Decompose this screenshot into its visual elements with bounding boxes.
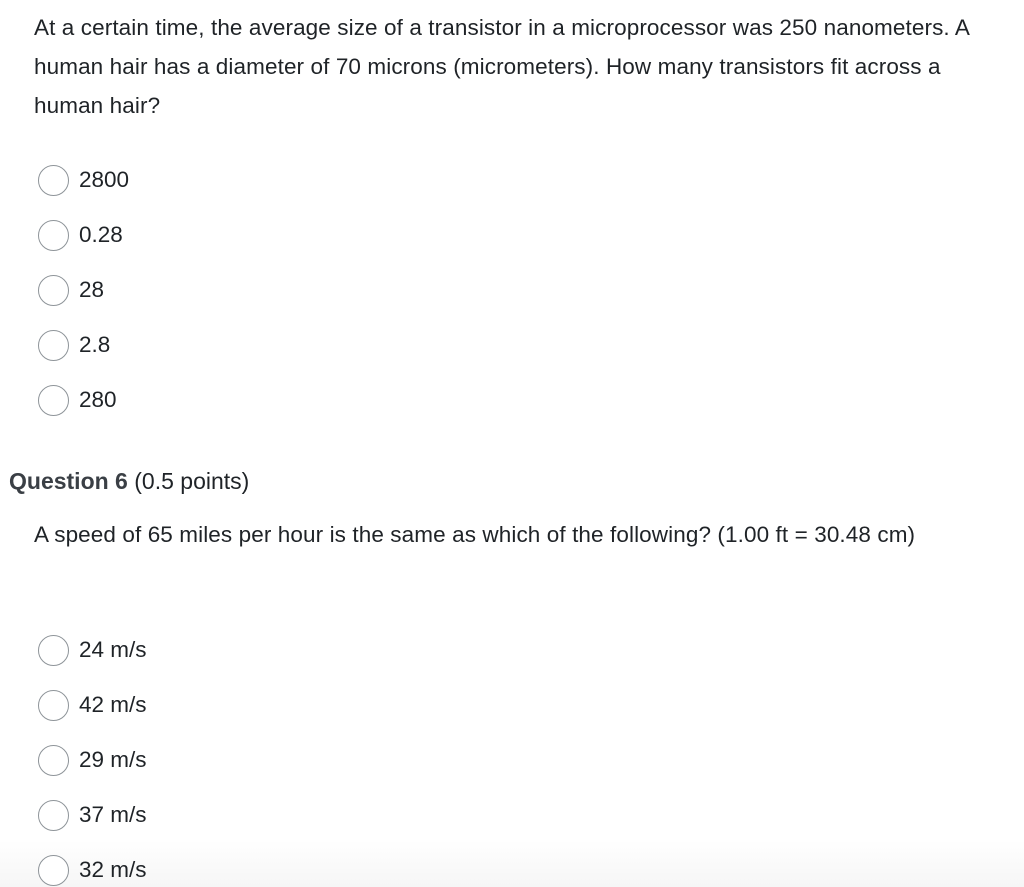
answer-option-label: 2800: [79, 167, 130, 192]
question-6-prompt: A speed of 65 miles per hour is the same as which of the following? (1.00 ft = 30.48 cm): [34, 522, 916, 547]
radio-button-empty-icon[interactable]: [38, 635, 69, 666]
answer-option-label: 29 m/s: [79, 747, 147, 772]
answer-option[interactable]: [38, 217, 129, 253]
radio-button-empty-icon[interactable]: [38, 275, 69, 306]
radio-button-empty-icon[interactable]: [38, 855, 69, 886]
answer-option-label: 280: [79, 387, 117, 412]
answer-option-label: 0.28: [79, 222, 123, 247]
answer-option-label: 24 m/s: [79, 637, 147, 662]
radio-button-empty-icon[interactable]: [38, 220, 69, 251]
radio-button-empty-icon[interactable]: [38, 330, 69, 361]
answer-option[interactable]: [38, 797, 147, 833]
question-points: (0.5 points): [134, 468, 250, 494]
radio-button-empty-icon[interactable]: [38, 745, 69, 776]
answer-option[interactable]: [38, 687, 147, 723]
answer-option[interactable]: [38, 327, 129, 363]
answer-option[interactable]: [38, 162, 129, 198]
radio-button-empty-icon[interactable]: [38, 165, 69, 196]
radio-button-empty-icon[interactable]: [38, 800, 69, 831]
answer-option[interactable]: [38, 382, 129, 418]
question-6-heading: [9, 462, 249, 500]
answer-option-label: 28: [79, 277, 105, 302]
question-5-options: [38, 162, 129, 437]
answer-option[interactable]: [38, 742, 147, 778]
question-5-prompt: At a certain time, the average size of a transistor in a microprocessor was 250 nanometers. A human hair has a diameter of 70 microns (micrometers). How many transistors fit across a human hair?: [34, 15, 969, 118]
answer-option[interactable]: [38, 272, 129, 308]
answer-option[interactable]: [38, 852, 147, 887]
answer-option-label: 42 m/s: [79, 692, 147, 717]
question-title: Question 6: [9, 468, 128, 494]
radio-button-empty-icon[interactable]: [38, 385, 69, 416]
answer-option[interactable]: [38, 632, 147, 668]
answer-option-label: 32 m/s: [79, 857, 147, 882]
answer-option-label: 37 m/s: [79, 802, 147, 827]
radio-button-empty-icon[interactable]: [38, 690, 69, 721]
question-6-options: [38, 632, 147, 887]
answer-option-label: 2.8: [79, 332, 111, 357]
